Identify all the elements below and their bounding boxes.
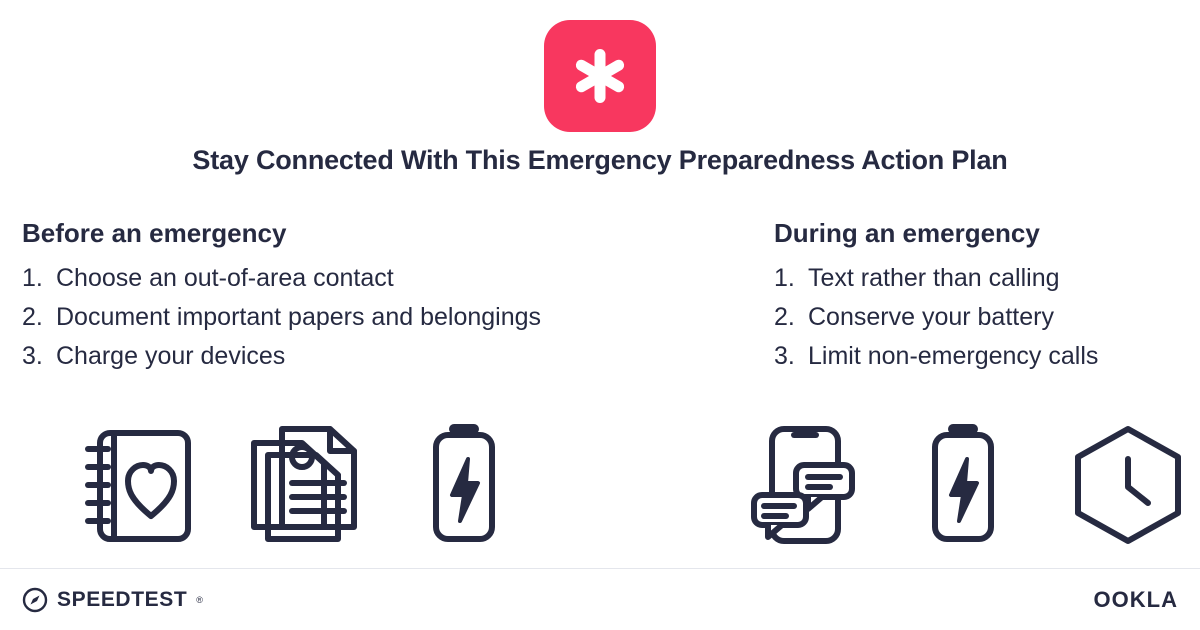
badge-container — [0, 20, 1200, 132]
battery-charge-icon — [923, 421, 1003, 549]
column-before-emergency — [0, 218, 750, 376]
speedtest-brand — [22, 587, 203, 613]
icon-battery-charge-right — [908, 420, 1018, 550]
phone-message-icon — [748, 421, 858, 549]
list-before-emergency — [22, 259, 750, 376]
list-item — [774, 259, 1200, 298]
column-title-during: During an emergency — [774, 218, 1040, 248]
list-item — [774, 337, 1200, 376]
list-item-number: 3. — [774, 342, 795, 370]
ookla-logo — [1094, 587, 1178, 613]
hexagon-clock-icon — [1068, 421, 1188, 549]
icon-row-during — [748, 420, 1188, 550]
speedtest-gauge-icon — [22, 587, 48, 613]
brand-name: SPEEDTEST — [57, 587, 188, 611]
list-item-label: Limit non-emergency calls — [808, 342, 1099, 370]
icon-notebook-heart — [78, 420, 198, 550]
ookla-wordmark: OOKLA — [1093, 586, 1178, 612]
documents-stack-icon — [244, 421, 364, 549]
list-item — [22, 259, 750, 298]
page-title: Stay Connected With This Emergency Preparedness Action Plan — [192, 145, 1008, 175]
emergency-badge — [544, 20, 656, 132]
icon-hexagon-clock — [1068, 420, 1188, 550]
list-item-number: 1. — [22, 264, 43, 292]
icon-row-before — [78, 420, 518, 550]
list-item-number: 1. — [774, 264, 795, 292]
column-title-before: Before an emergency — [22, 218, 287, 248]
list-item-label: Charge your devices — [56, 342, 286, 370]
list-item-number: 2. — [774, 303, 795, 331]
list-item — [22, 337, 750, 376]
footer-bar — [0, 568, 1200, 630]
list-during-emergency — [774, 259, 1200, 376]
brand-trademark: ® — [196, 594, 203, 605]
icon-documents-stack — [244, 420, 364, 550]
icon-phone-message — [748, 420, 858, 550]
list-item-label: Text rather than calling — [808, 264, 1060, 292]
list-item-label: Document important papers and belongings — [56, 303, 542, 331]
list-item-number: 2. — [22, 303, 43, 331]
list-item-number: 3. — [22, 342, 43, 370]
list-item-label: Choose an out-of-area contact — [56, 264, 394, 292]
asterisk-icon — [569, 45, 631, 107]
battery-charge-icon — [424, 421, 504, 549]
list-item — [774, 298, 1200, 337]
icon-battery-charge-left — [410, 420, 518, 550]
list-item-label: Conserve your battery — [808, 303, 1054, 331]
list-item — [22, 298, 750, 337]
column-during-emergency — [750, 218, 1200, 376]
notebook-heart-icon — [78, 421, 198, 549]
columns-container — [0, 218, 1200, 376]
